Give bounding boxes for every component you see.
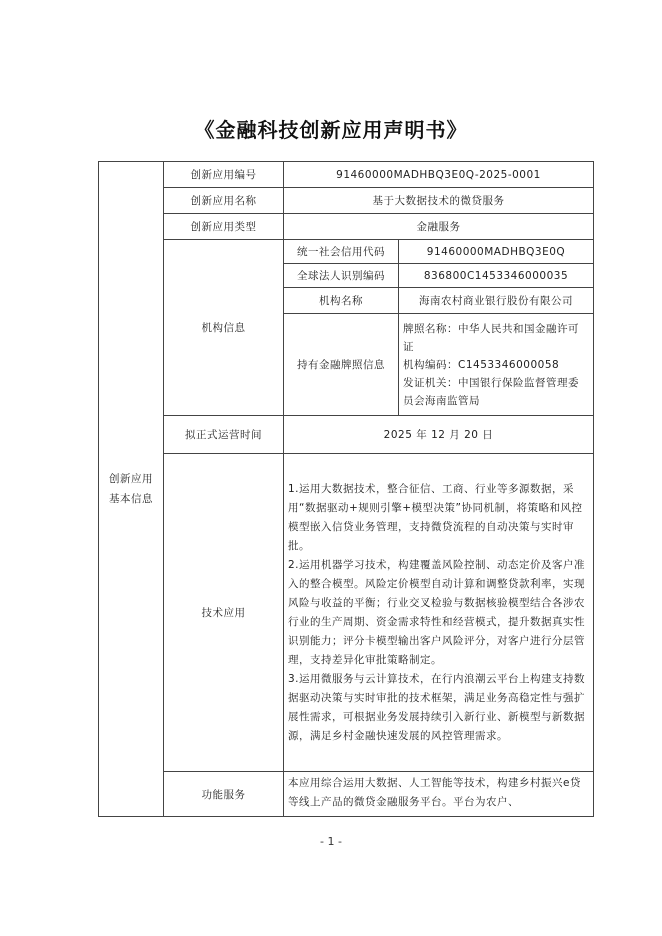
func-content [284,772,594,817]
func-text: 本应用综合运用大数据、人工智能等技术，构建乡村振兴e贷等线上产品的微贷金融服务平台。平台为农户、 [288,777,581,808]
app-name-label: 创新应用名称 [164,188,284,214]
license-label: 持有金融牌照信息 [284,314,399,416]
license-line: 机构编码：C1453346000058 [403,358,560,371]
org-name-value: 海南农村商业银行股份有限公司 [399,288,594,314]
page-number: - 1 - [320,835,342,848]
declaration-table [98,161,594,817]
org-label: 机构信息 [164,240,284,416]
app-number-value: 91460000MADHBQ3E0Q-2025-0001 [284,162,594,188]
tech-content [284,454,594,772]
lei-label: 全球法人识别编码 [284,264,399,288]
section-label-cell [99,162,164,817]
section-label: 创新应用基本信息 [109,473,153,505]
tech-paragraph: 2.运用机器学习技术，构建覆盖风险控制、动态定价及客户准入的整合模型。风险定价模型自动计算和调整贷款利率，实现风险与收益的平衡；行业交叉检验与数据核验模型结合各涉农行业的生产周期、资金需求特性和经营模式，提升数据真实性识别能力；评分卡模型输出客户风险评分，对客户进行分层管理，支持差异化审批策略制定。 [288,558,586,666]
org-name-label: 机构名称 [284,288,399,314]
lei-value: 836800C1453346000035 [399,264,594,288]
app-name-value: 基于大数据技术的微贷服务 [284,188,594,214]
tech-paragraph: 1.运用大数据技术，整合征信、工商、行业等多源数据，采用“数据驱动+规则引擎+模型决策”协同机制，将策略和风控模型嵌入信贷业务管理，支持微贷流程的自动决策与实时审批。 [288,482,583,552]
credit-code-value: 91460000MADHBQ3E0Q [399,240,594,264]
launch-value: 2025 年 12 月 20 日 [284,416,594,454]
page-title: 《金融科技创新应用声明书》 [194,118,468,142]
app-number-label: 创新应用编号 [164,162,284,188]
license-line: 发证机关：中国银行保险监督管理委员会海南监管局 [403,376,579,407]
app-type-label: 创新应用类型 [164,214,284,240]
app-type-value: 金融服务 [284,214,594,240]
func-label: 功能服务 [164,772,284,817]
credit-code-label: 统一社会信用代码 [284,240,399,264]
license-line: 牌照名称：中华人民共和国金融许可证 [403,322,579,353]
license-info [399,314,594,416]
tech-paragraph: 3.运用微服务与云计算技术，在行内浪潮云平台上构建支持数据驱动决策与实时审批的技术框架，满足业务高稳定性与强扩展性需求，可根据业务发展持续引入新行业、新模型与新数据源，满足乡村金融快速发展的风控管理需求。 [288,672,586,742]
launch-label: 拟正式运营时间 [164,416,284,454]
tech-label: 技术应用 [164,454,284,772]
